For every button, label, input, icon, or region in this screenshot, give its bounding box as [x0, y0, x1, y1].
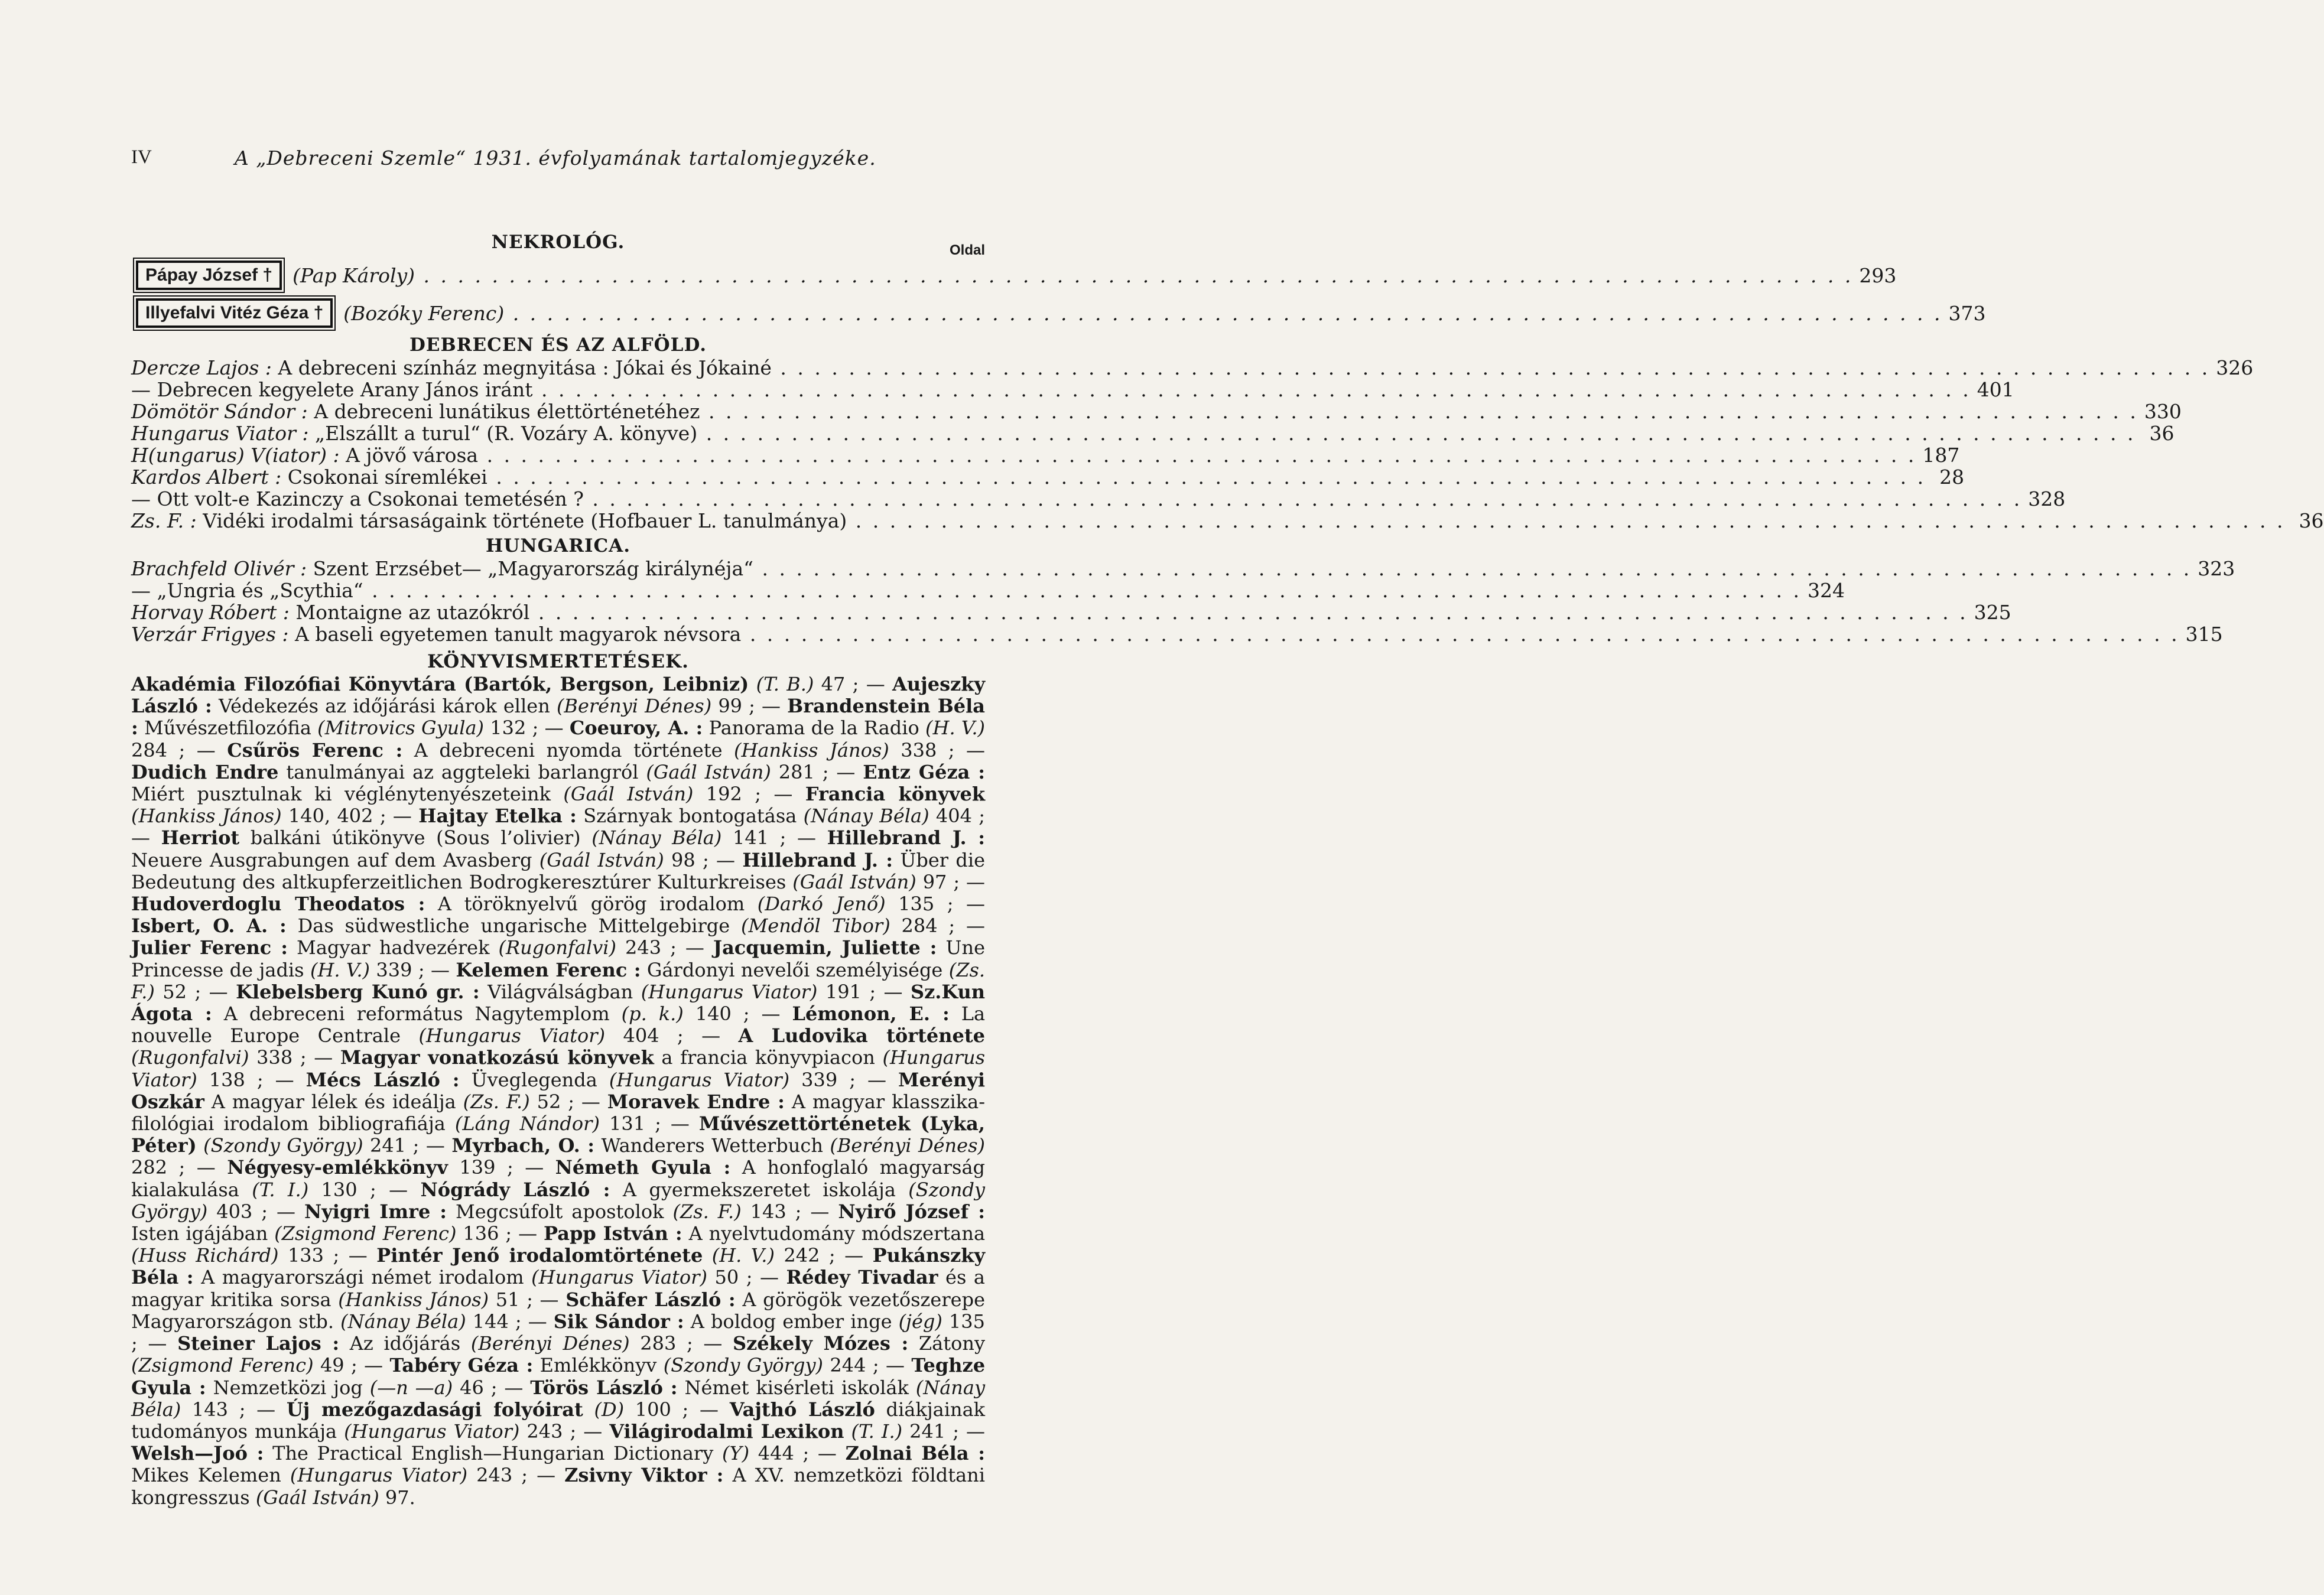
- reviewer-name: (Nánay Béla): [591, 826, 722, 849]
- obituary-entry: [131, 295, 1986, 331]
- review-text: 243 ; —: [519, 1420, 610, 1443]
- entry-text: [131, 558, 2192, 580]
- entry-page: 373: [1948, 301, 1986, 325]
- running-title: A „Debreceni Szemle“ 1931. évfolyamának tartalomjegyzéke.: [235, 147, 876, 170]
- entry-text: [131, 379, 1971, 401]
- review-subject: Magyar vonatkozású könyvek: [340, 1046, 654, 1069]
- review-subject: Művészettörténetek (Lyka, Péter): [131, 1112, 986, 1157]
- review-subject: Pintér Jenő irodalomtörténete: [376, 1244, 703, 1267]
- review-text: 338 ; —: [249, 1046, 340, 1069]
- review-text: 97.: [379, 1486, 415, 1509]
- reviewer-name: (Szondy György): [663, 1354, 824, 1377]
- reviewer-name: (Berényi Dénes): [830, 1134, 986, 1157]
- review-text: 97 ; —: [916, 870, 986, 893]
- reviewer-name: (Gaál István): [563, 783, 694, 806]
- review-subject: Schäfer László :: [565, 1288, 736, 1311]
- review-text: 339 ; —: [789, 1068, 899, 1091]
- reviewer-name: (Szondy György): [131, 1178, 985, 1223]
- review-text: [197, 1134, 203, 1157]
- entry-title: A debreceni színház megnyitása : Jókai és Jókainé: [271, 356, 772, 379]
- reviewer-name: (Gaál István): [539, 848, 664, 871]
- review-text: Művészetfilozófia: [138, 717, 318, 740]
- reviewer-name: (Hankiss János): [338, 1288, 489, 1311]
- reviewer-name: (Hungarus Viator): [344, 1420, 520, 1443]
- book-reviews-paragraph: [131, 673, 985, 1509]
- reviewer-name: (p. k.): [621, 1002, 684, 1026]
- review-text: 191 ; —: [817, 980, 911, 1003]
- reviewer-name: (Hungarus Viator): [641, 980, 818, 1003]
- toc-entry: [131, 356, 2254, 379]
- entry-title: A jövő városa: [339, 444, 479, 467]
- reviewer-name: (T. I.): [252, 1178, 309, 1201]
- entry-text: [131, 466, 1926, 488]
- entry-page: 328: [2028, 487, 2066, 510]
- entry-page: 324: [1807, 579, 1845, 602]
- review-text: 132 ; —: [484, 717, 570, 740]
- page-number: IV: [131, 147, 152, 168]
- heading-text: HUNGARICA.: [486, 535, 630, 556]
- entry-page: 36: [2299, 509, 2324, 532]
- review-text: A magyarországi német irodalom: [193, 1266, 532, 1289]
- review-subject: Tabéry Géza :: [389, 1354, 534, 1377]
- toc-entry: [131, 579, 1845, 602]
- review-text: 100 ; —: [624, 1398, 730, 1421]
- heading-text: NEKROLÓG.: [491, 232, 625, 253]
- hungarica-list: [131, 557, 2235, 646]
- review-text: A debreceni nyomda története: [402, 738, 734, 761]
- review-text: 284 ; —: [131, 738, 227, 761]
- entry-author: Verzár Frigyes :: [131, 623, 289, 646]
- entry-page: 28: [1939, 466, 1965, 489]
- review-subject: Hillebrand J. :: [742, 848, 893, 871]
- review-subject: Zsivny Viktor :: [564, 1464, 724, 1487]
- review-subject: Zolnai Béla :: [845, 1442, 986, 1465]
- heading-text: KÖNYVISMERTETÉSEK.: [427, 651, 689, 672]
- review-subject: Brandenstein Béla :: [131, 695, 986, 740]
- review-text: Zátony: [908, 1332, 986, 1355]
- toc-entry: [131, 400, 2182, 423]
- toc-entry: [131, 466, 1965, 489]
- toc-entry: [131, 378, 2014, 401]
- review-subject: Entz Géza :: [863, 760, 986, 783]
- review-subject: Julier Ferenc :: [131, 936, 288, 959]
- review-text: 144 ; —: [466, 1310, 554, 1333]
- review-text: Neuere Ausgrabungen auf dem Avasberg: [131, 848, 539, 871]
- reviewer-name: (Darkó Jenő): [757, 893, 886, 916]
- obituary-row: [292, 265, 1896, 287]
- review-text: 135 ; —: [885, 893, 986, 916]
- review-text: 136 ; —: [456, 1222, 544, 1245]
- entry-title: — Debrecen kegyelete Arany János iránt: [131, 378, 533, 401]
- section-heading-debrecen: [131, 333, 985, 357]
- review-text: 242 ; —: [774, 1244, 873, 1267]
- review-text: balkáni útikönyve (Sous l’olivier): [239, 826, 592, 849]
- review-text: 243 ; —: [616, 936, 713, 959]
- reviewer-name: (Gaál István): [255, 1486, 379, 1509]
- review-text: A töröknyelvű görög irodalom: [425, 893, 758, 916]
- review-text: Panorama de la Radio: [703, 717, 926, 740]
- review-text: 281 ; —: [771, 760, 863, 783]
- review-text: 99 ; —: [711, 695, 788, 718]
- review-text: [844, 1420, 851, 1443]
- review-subject: Kelemen Ferenc :: [456, 958, 641, 981]
- review-text: A gyermekszeretet iskolája: [610, 1178, 909, 1201]
- toc-entry: [131, 557, 2235, 580]
- review-text: [749, 673, 756, 695]
- review-text: 143 ; —: [741, 1200, 838, 1223]
- review-text: 50 ; —: [707, 1266, 786, 1289]
- review-text: 143 ; —: [181, 1398, 287, 1421]
- entry-leader: [343, 302, 1942, 324]
- entry-page: 315: [2185, 623, 2223, 646]
- review-text: 46 ; —: [453, 1376, 531, 1399]
- toc-entry: [131, 444, 1960, 467]
- entry-text: [131, 488, 2022, 510]
- entry-title: Szent Erzsébet— „Magyarország királynéja“: [307, 557, 754, 580]
- toc-entry: [131, 601, 2011, 624]
- review-text: 444 ; —: [749, 1442, 846, 1465]
- review-subject: Törös László :: [530, 1376, 678, 1399]
- review-subject: Francia könyvek: [805, 783, 986, 806]
- entry-page: 293: [1859, 263, 1897, 287]
- reviewer-name: (Hungarus Viator): [609, 1068, 790, 1091]
- review-text: 282 ; —: [131, 1156, 227, 1179]
- heading-text: DEBRECEN ÉS AZ ALFÖLD.: [409, 334, 707, 356]
- review-subject: Herriot: [161, 826, 240, 849]
- review-text: 138 ; —: [197, 1068, 306, 1091]
- reviewer-name: (jég): [898, 1310, 942, 1333]
- review-text: 141 ; —: [721, 826, 827, 849]
- review-text: A görögök vezetőszerepe Magyarországon stb.: [131, 1288, 986, 1333]
- reviewer-name: (Mitrovics Gyula): [317, 717, 485, 740]
- review-subject: Nyirő József :: [838, 1200, 986, 1223]
- entry-leader: [292, 265, 1853, 287]
- review-subject: Pukánszky Béla :: [131, 1244, 986, 1289]
- review-subject: Myrbach, O. :: [451, 1134, 595, 1157]
- entry-title: A debreceni lunátikus élettörténetéhez: [307, 400, 700, 423]
- review-subject: Akadémia Filozófiai Könyvtára (Bartók, Bergson, Leibniz): [131, 673, 749, 695]
- entry-page: 187: [1922, 444, 1960, 467]
- reviewer-name: (Szondy György): [203, 1134, 363, 1157]
- review-subject: Új mezőgazdasági folyóirat: [286, 1398, 583, 1421]
- review-subject: Teghze Gyula :: [131, 1354, 986, 1399]
- review-text: A magyar lélek és ideálja: [204, 1090, 463, 1113]
- page-column-label: Oldal: [949, 242, 985, 258]
- entry-page: 36: [2149, 422, 2175, 445]
- review-subject: Welsh—Joó :: [131, 1442, 264, 1465]
- reviewer-name: (Hungarus Viator): [290, 1464, 468, 1487]
- entry-author: Dercze Lajos :: [131, 356, 272, 379]
- reviewer-name: (Zs. F.): [463, 1090, 530, 1113]
- entry-author: (Bozóky Ferenc): [343, 301, 505, 325]
- entry-title: — Ott volt-e Kazinczy a Csokonai temetésén ?: [131, 487, 584, 510]
- reviewer-name: (Láng Nándor): [454, 1112, 600, 1135]
- entry-text: [131, 601, 1968, 623]
- reviewer-name: (Hungarus Viator): [131, 1046, 985, 1091]
- entry-author: Brachfeld Olivér :: [131, 557, 307, 580]
- debrecen-list: [131, 356, 2324, 532]
- reviewer-name: (Huss Richárd): [131, 1244, 279, 1267]
- reviewer-name: (Zsigmond Ferenc): [274, 1222, 457, 1245]
- reviewer-name: (T. B.): [756, 673, 814, 695]
- obituary-entry: [131, 258, 1897, 293]
- review-subject: Klebelsberg Kunó gr. :: [236, 980, 480, 1003]
- entry-author: (Pap Károly): [292, 263, 415, 287]
- review-text: Védekezés az időjárási károk ellen: [212, 695, 557, 718]
- review-text: 49 ; —: [313, 1354, 390, 1377]
- review-text: 140 ; —: [683, 1002, 792, 1026]
- review-text: A boldog ember inge: [684, 1310, 899, 1333]
- obituary-name: Pápay József †: [136, 261, 282, 290]
- reviewer-name: (Mendöl Tibor): [741, 914, 890, 938]
- entry-text: [131, 623, 2180, 645]
- review-text: a francia könyvpiacon: [654, 1046, 883, 1069]
- reviewer-name: (Hungarus Viator): [531, 1266, 707, 1289]
- reviewer-name: (H. V.): [711, 1244, 775, 1267]
- review-text: 243 ; —: [467, 1464, 565, 1487]
- entry-title: Vidéki irodalmi társaságaink története (Hofbauer L. tanulmánya): [196, 509, 847, 532]
- reviewer-name: (H. V.): [925, 717, 986, 740]
- toc-entry: [131, 422, 2175, 445]
- review-text: 47 ; —: [814, 673, 893, 695]
- entry-page: 326: [2216, 356, 2254, 379]
- review-text: 98 ; —: [664, 848, 743, 871]
- section-heading-konyvismertetesek: [131, 650, 985, 673]
- entry-title: A baseli egyetemen tanult magyarok névsora: [288, 623, 742, 646]
- reviewer-name: (Gaál István): [792, 870, 916, 893]
- review-text: A magyar klasszika-filológiai irodalom bibliografiája: [131, 1090, 986, 1135]
- section-heading-hungarica: [131, 534, 985, 558]
- review-text: 241 ; —: [902, 1420, 985, 1443]
- review-text: 244 ; —: [823, 1354, 912, 1377]
- entry-title: „Elszállt a turul“ (R. Vozáry A. könyve): [308, 422, 698, 445]
- review-subject: Négyesy-emlékkönyv: [227, 1156, 448, 1179]
- review-subject: Székely Mózes :: [733, 1332, 909, 1355]
- reviewer-name: (Nánay Béla): [131, 1376, 986, 1421]
- review-subject: Nyigri Imre :: [304, 1200, 447, 1223]
- review-text: Wanderers Wetterbuch: [594, 1134, 830, 1157]
- review-subject: A Ludovika története: [738, 1024, 986, 1047]
- review-subject: Hudoverdoglu Theodatos :: [131, 893, 425, 916]
- review-text: Magyar hadvezérek: [288, 936, 499, 959]
- review-subject: Nógrády László :: [420, 1178, 610, 1201]
- toc-entry: [131, 487, 2066, 510]
- review-text: 192 ; —: [693, 783, 805, 806]
- reviewer-name: (Hungarus Viator): [418, 1024, 606, 1047]
- obituary-row: [343, 302, 1985, 324]
- review-text: Miért pusztulnak ki véglénytenyészeteink: [131, 783, 564, 806]
- review-subject: Csűrös Ferenc :: [227, 738, 403, 761]
- review-text: diákjainak tudományos munkája: [131, 1398, 986, 1443]
- review-text: 52 ; —: [529, 1090, 607, 1113]
- entry-author: Zs. F. :: [131, 509, 197, 532]
- entry-title: — „Ungria és „Scythia“: [131, 579, 363, 602]
- entry-author: Horvay Róbert :: [131, 601, 290, 624]
- entry-text: [131, 422, 2136, 444]
- section-heading-nekrolog: [131, 230, 985, 258]
- review-text: [583, 1398, 594, 1421]
- review-text: 283 ; —: [629, 1332, 733, 1355]
- content: [131, 230, 2324, 1509]
- reviewer-name: (Berényi Dénes): [556, 695, 712, 718]
- review-text: A nyelvtudomány módszertana: [682, 1222, 986, 1245]
- reviewer-name: (Rugonfalvi): [131, 1046, 249, 1069]
- review-text: Emlékkönyv: [533, 1354, 664, 1377]
- review-text: 403 ; —: [207, 1200, 304, 1223]
- review-text: 339 ; —: [370, 958, 456, 981]
- review-text: Német kisérleti iskolák: [677, 1376, 916, 1399]
- review-subject: Hajtay Etelka :: [418, 805, 577, 828]
- review-subject: Isbert, O. A. :: [131, 914, 287, 938]
- reviewer-name: (Zsigmond Ferenc): [131, 1354, 314, 1377]
- reviewer-name: (Nánay Béla): [340, 1310, 466, 1333]
- reviewer-name: (Berényi Dénes): [470, 1332, 630, 1355]
- toc-entry: [131, 509, 2324, 532]
- review-text: A XV. nemzetközi földtani kongresszus: [131, 1464, 986, 1509]
- entry-page: 323: [2198, 557, 2235, 580]
- review-text: Das südwestliche ungarische Mittelgebirge: [286, 914, 741, 938]
- review-text: [703, 1244, 711, 1267]
- entry-page: 401: [1977, 378, 2014, 401]
- review-text: 51 ; —: [489, 1288, 566, 1311]
- review-subject: Coeuroy, A. :: [569, 717, 703, 740]
- review-text: 338 ; —: [889, 738, 986, 761]
- entry-text: [131, 357, 2210, 379]
- review-text: Az időjárás: [339, 1332, 471, 1355]
- reviewer-name: (Zs. F.): [672, 1200, 742, 1223]
- review-subject: Lémonon, E. :: [792, 1002, 950, 1026]
- review-subject: Moravek Endre :: [607, 1090, 785, 1113]
- review-text: Világválságban: [479, 980, 641, 1003]
- entry-title: Csokonai síremlékei: [281, 466, 487, 489]
- review-text: Szárnyak bontogatása: [576, 805, 804, 828]
- review-text: 140, 402 ; —: [281, 805, 419, 828]
- review-subject: Vajthó László: [729, 1398, 875, 1421]
- review-subject: Merényi Oszkár: [131, 1068, 986, 1113]
- review-text: 135 ; —: [131, 1310, 985, 1355]
- review-text: 133 ; —: [278, 1244, 377, 1267]
- review-text: és a magyar kritika sorsa: [131, 1266, 986, 1311]
- reviewer-name: (T. I.): [851, 1420, 903, 1443]
- review-subject: Steiner Lajos :: [177, 1332, 340, 1355]
- entry-page: 330: [2144, 400, 2182, 423]
- entry-author: Kardos Albert :: [131, 466, 282, 489]
- review-text: Gárdonyi nevelői személyisége: [641, 958, 949, 981]
- reviewer-name: (D): [594, 1398, 625, 1421]
- entry-author: Dömötör Sándor :: [131, 400, 308, 423]
- entry-text: [131, 580, 1802, 601]
- review-text: Une Princesse de jadis: [131, 936, 986, 981]
- entry-author: H(ungarus) V(iator) :: [131, 444, 340, 467]
- obituary-name: Illyefalvi Vitéz Géza †: [136, 298, 333, 328]
- reviewer-name: (H. V.): [310, 958, 370, 981]
- entry-author: Hungarus Viator :: [131, 422, 309, 445]
- review-subject: Németh Gyula :: [555, 1156, 731, 1179]
- review-text: 130 ; —: [308, 1178, 421, 1201]
- review-text: 404 ; —: [605, 1024, 739, 1047]
- entry-text: [131, 444, 1916, 466]
- review-text: The Practical English—Hungarian Dictionary: [264, 1442, 722, 1465]
- review-subject: Mécs László :: [305, 1068, 460, 1091]
- nekrolog-list: [131, 258, 1986, 331]
- toc-entry: [131, 623, 2223, 646]
- reviewer-name: (Zs. F.): [131, 958, 986, 1003]
- review-text: Über die Bedeutung des altkupferzeitlichen Bodrogkeresztúrer Kulturkreises: [131, 848, 986, 893]
- review-text: A debreceni református Nagytemplom: [212, 1002, 622, 1026]
- reviewer-name: (Nánay Béla): [803, 805, 929, 828]
- review-subject: Világirodalmi Lexikon: [609, 1420, 844, 1443]
- entry-text: [131, 510, 2286, 532]
- review-text: Isten igájában: [131, 1222, 275, 1245]
- review-text: 241 ; —: [363, 1134, 452, 1157]
- reviewer-name: (Hankiss János): [131, 805, 282, 828]
- review-text: A honfoglaló magyarság kialakulása: [131, 1156, 986, 1201]
- review-subject: Hillebrand J. :: [827, 826, 986, 849]
- review-text: Megcsúfolt apostolok: [447, 1200, 673, 1223]
- review-text: Mikes Kelemen: [131, 1464, 290, 1487]
- review-subject: Jacquemin, Juliette :: [713, 936, 937, 959]
- reviewer-name: (Gaál István): [646, 760, 771, 783]
- entry-page: 325: [1974, 601, 2011, 624]
- review-text: 404 ; —: [131, 805, 986, 849]
- review-text: 131 ; —: [599, 1112, 699, 1135]
- review-text: La nouvelle Europe Centrale: [131, 1002, 986, 1047]
- review-text: 139 ; —: [447, 1156, 555, 1179]
- review-subject: Dudich Endre: [131, 760, 279, 783]
- reviewer-name: (Y): [721, 1442, 750, 1465]
- review-subject: Sik Sándor :: [553, 1310, 684, 1333]
- entry-text: [131, 401, 2138, 422]
- review-subject: Rédey Tivadar: [786, 1266, 938, 1289]
- entry-title: Montaigne az utazókról: [289, 601, 530, 624]
- review-text: tanulmányai az aggteleki barlangról: [278, 760, 646, 783]
- review-text: 52 ; —: [154, 980, 236, 1003]
- review-text: 284 ; —: [890, 914, 985, 938]
- review-text: Nemzetközi jog: [206, 1376, 370, 1399]
- reviewer-name: (Rugonfalvi): [498, 936, 616, 959]
- reviewer-name: (—n —a): [369, 1376, 453, 1399]
- review-subject: Papp István :: [544, 1222, 682, 1245]
- reviewer-name: (Hankiss János): [734, 738, 889, 761]
- review-text: Üveglegenda: [459, 1068, 609, 1091]
- review-subject: Aujeszky László :: [131, 673, 986, 718]
- review-subject: Sz.Kun Ágota :: [131, 980, 986, 1026]
